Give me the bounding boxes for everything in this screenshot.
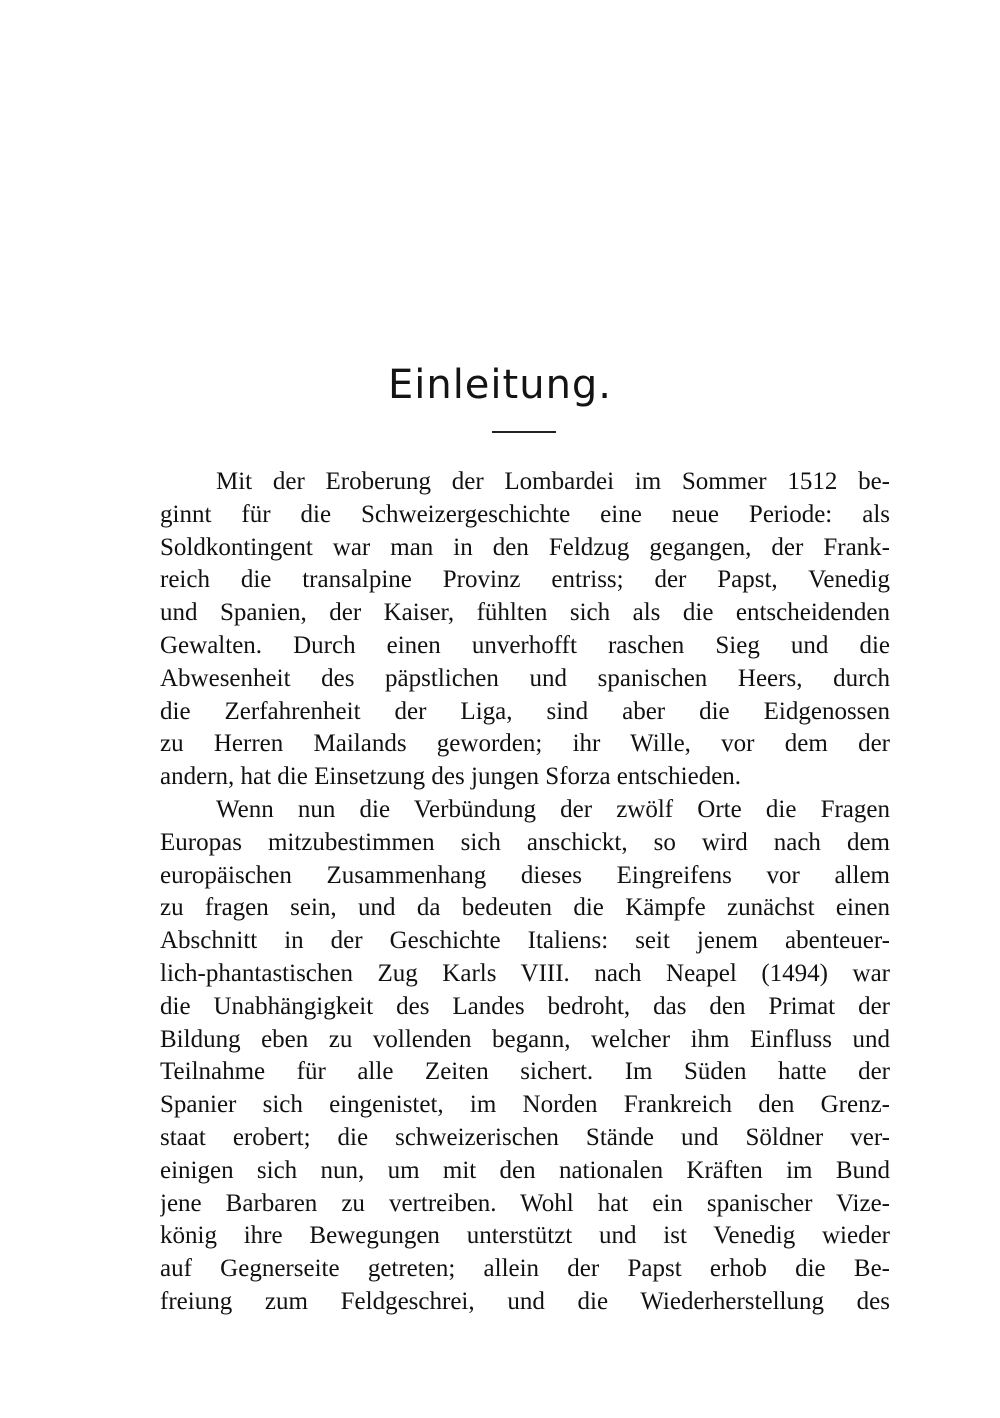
text-line: europäischen Zusammenhang dieses Eingreifens vor allem (160, 861, 890, 889)
text-line: jene Barbaren zu vertreiben. Wohl hat ein spanischer Vize- (160, 1189, 890, 1217)
text-line: freiung zum Feldgeschrei, und die Wiederherstellung des (160, 1287, 890, 1315)
text-line: und Spanien, der Kaiser, fühlten sich als die entscheidenden (160, 599, 890, 627)
body-text (160, 466, 890, 1319)
text-line: Mit der Eroberung der Lombardei im Sommer 1512 be- (216, 468, 890, 495)
text-line: zu Herren Mailands geworden; ihr Wille, vor dem der (160, 730, 890, 758)
text-line: einigen sich nun, um mit den nationalen Kräften im Bund (160, 1156, 890, 1184)
text-line: lich-phantastischen Zug Karls VIII. nach Neapel (1494) war (160, 959, 890, 987)
text-line: Abwesenheit des päpstlichen und spanischen Heers, durch (160, 664, 890, 692)
title-rule (492, 431, 556, 433)
text-line: auf Gegnerseite getreten; allein der Papst erhob die Be- (160, 1255, 890, 1283)
text-line: andern, hat die Einsetzung des jungen Sforza entschieden. (160, 763, 742, 791)
text-line: Bildung eben zu vollenden begann, welcher ihm Einfluss und (160, 1025, 890, 1053)
text-line: Gewalten. Durch einen unverhofft raschen Sieg und die (160, 631, 890, 659)
text-line: Europas mitzubestimmen sich anschickt, so wird nach dem (160, 828, 890, 856)
text-line: zu fragen sein, und da bedeuten die Kämpfe zunächst einen (160, 894, 890, 922)
text-line: ginnt für die Schweizergeschichte eine neue Periode: als (160, 500, 890, 528)
text-line: Wenn nun die Verbündung der zwölf Orte die Fragen (216, 795, 890, 823)
text-line: die Zerfahrenheit der Liga, sind aber die Eidgenossen (160, 697, 890, 725)
text-line: die Unabhängigkeit des Landes bedroht, das den Primat der (160, 992, 890, 1020)
text-line: Teilnahme für alle Zeiten sichert. Im Süden hatte der (160, 1058, 890, 1086)
text-line: staat erobert; die schweizerischen Stände und Söldner ver- (160, 1123, 890, 1151)
text-line: könig ihre Bewegungen unterstützt und ist Venedig wieder (160, 1222, 890, 1250)
chapter-title: Einleitung. (387, 362, 613, 408)
text-line: reich die transalpine Provinz entriss; der Papst, Venedig (160, 566, 890, 594)
text-line: Soldkontingent war man in den Feldzug gegangen, der Frank- (160, 533, 890, 561)
text-line: Spanier sich eingenistet, im Norden Frankreich den Grenz- (160, 1091, 890, 1119)
text-line: Abschnitt in der Geschichte Italiens: seit jenem abenteuer- (160, 927, 890, 955)
